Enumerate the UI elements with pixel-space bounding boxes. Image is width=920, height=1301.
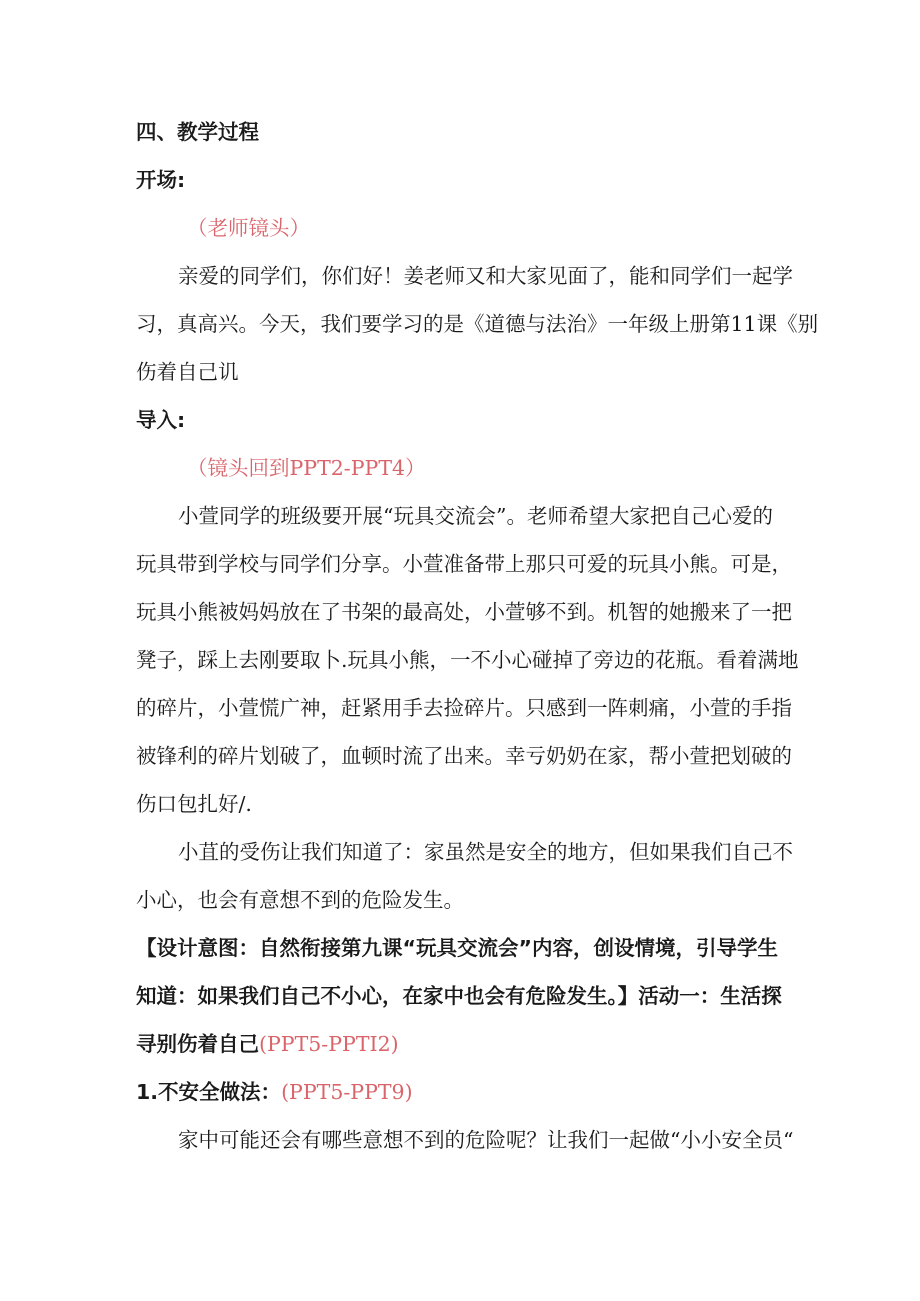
intro-label: 导入: — [136, 408, 186, 432]
intro-paragraph1-line-5: 的碎片，小萱慌广神，赶紧用手去捡碎片。只感到一阵刺痛，小萱的手指 — [136, 696, 792, 720]
activity-title: 寻别伤着自己 — [136, 1032, 259, 1056]
intro-paragraph2-line-1: 小苴的受伤让我们知道了：家虽然是安全的地方，但如果我们自己不 — [178, 840, 793, 864]
intro-paragraph1-line-4: 凳子，踩上去刚要取卜.玩具小熊，一不小心碰掉了旁边的花瓶。看着满地 — [136, 648, 799, 672]
activity-title-line — [136, 1030, 399, 1058]
opening-label: 开场: — [136, 168, 186, 192]
intro-paragraph1-line-3: 玩具小熊被妈妈放在了书架的最高处，小萱够不到。机智的她搬来了一把 — [136, 600, 792, 624]
unsafe-label: 1.不安全做法： — [136, 1080, 282, 1104]
design-intent-line-2: 知道：如果我们自己不小心，在家中也会有危险发生。】活动一：生活探 — [136, 984, 782, 1008]
unsafe-paragraph: 家中可能还会有哪些意想不到的危险呢？让我们一起做“小小安全员“ — [178, 1128, 794, 1152]
opening-paragraph-line-3: 伤着自己讥 — [136, 360, 239, 384]
intro-paragraph2-line-2: 小心，也会有意想不到的危险发生。 — [136, 888, 464, 912]
intro-paragraph1-line-6: 被锋利的碎片划破了，血顿时流了出来。幸亏奶奶在家，帮小萱把划破的 — [136, 744, 792, 768]
activity-ppt-note: (PPT5-PPTI2) — [259, 1032, 399, 1056]
opening-note: （老师镜头） — [187, 216, 310, 240]
unsafe-ppt-note: (PPT5-PPT9) — [281, 1080, 413, 1104]
intro-note: （镜头回到PPT2-PPT4） — [187, 456, 426, 480]
unsafe-heading-line — [136, 1078, 413, 1106]
intro-paragraph1-line-2: 玩具带到学校与同学们分享。小萱准备带上那只可爱的玩具小熊。可是， — [136, 552, 792, 576]
opening-paragraph-line-1: 亲爱的同学们，你们好！姜老师又和大家见面了，能和同学们一起学 — [178, 264, 793, 288]
design-intent-line-1: 【设计意图：自然衔接第九课“玩具交流会”内容，创设情境，引导学生 — [136, 936, 778, 960]
intro-paragraph1-line-7: 伤口包扎好/. — [136, 792, 252, 816]
intro-paragraph1-line-1: 小萱同学的班级要开展“玩具交流会”。老师希望大家把自己心爱的 — [178, 504, 773, 528]
opening-paragraph-line-2: 习，真高兴。今天，我们要学习的是《道德与法治》一年级上册第11课《别 — [136, 312, 819, 336]
section-heading: 四、教学过程 — [136, 120, 259, 144]
